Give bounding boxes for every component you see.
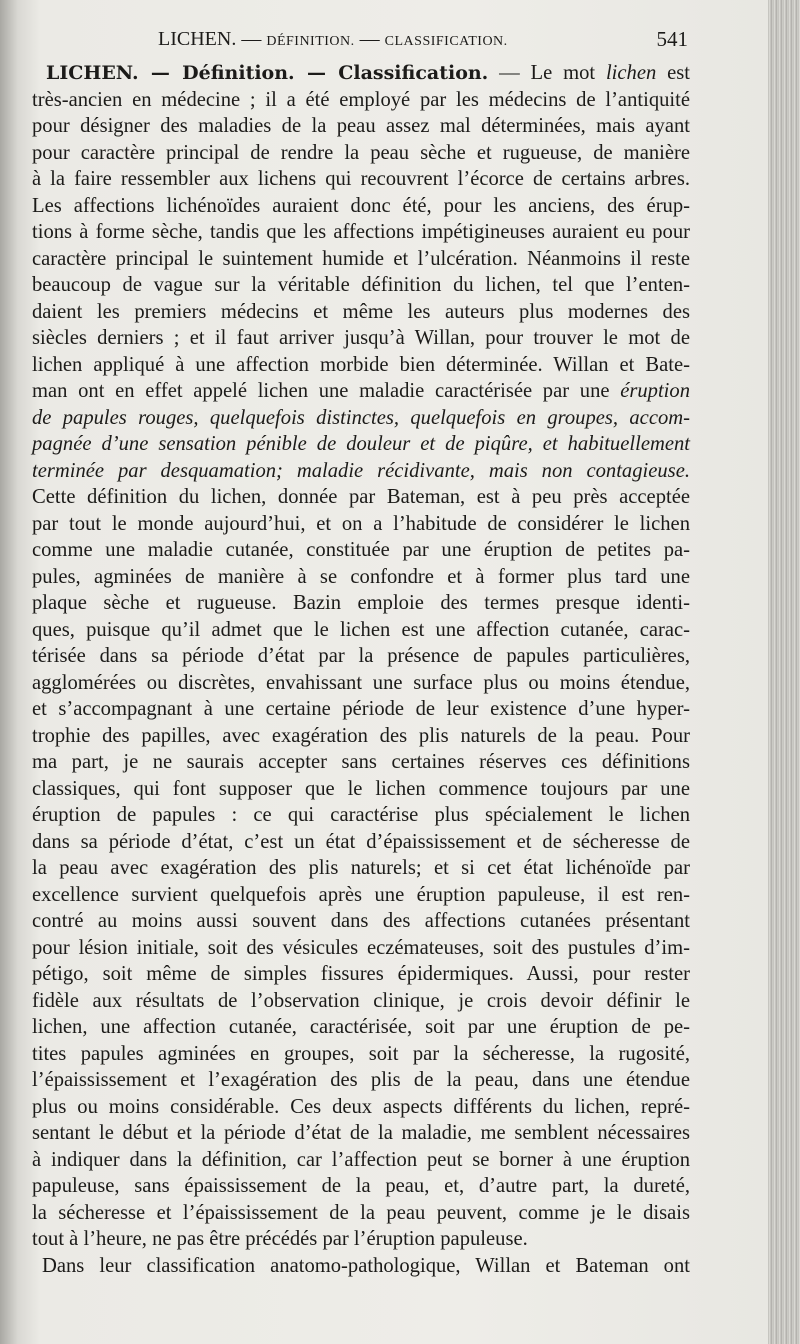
text-line [32,696,690,723]
text-segment: comme une maladie cutanée, constituée par une éruption de petites pa- [32,539,690,561]
italic-text: terminée par desquamation; maladie récidivante, mais non contagieuse. [32,459,690,482]
text-line [32,1147,690,1174]
text-line [32,1200,690,1227]
text-line [32,272,690,299]
section-heading: LICHEN. — Définition. — Classification. [46,62,489,84]
text-line [32,776,690,803]
text-line [32,988,690,1015]
page-number: 541 [656,27,688,51]
italic-text: de papules rouges, quelquefois distinctes, quelquefois en groupes, accom- [32,406,690,429]
text-segment: la sécheresse et l’épaississement de la peau peuvent, comme je le disais [32,1201,690,1224]
text-line [32,1226,690,1253]
text-line [32,431,690,458]
text-segment: Les affections lichénoïdes auraient donc été, pour les anciens, des érup- [32,194,690,217]
text-segment: plus ou moins considérable. Ces deux aspects différents du lichen, repré- [32,1095,690,1118]
text-line [32,1041,690,1068]
text-line [32,590,690,617]
running-header [158,24,688,54]
text-line [32,1014,690,1041]
text-line [32,87,690,114]
text-segment: est [656,62,690,84]
text-line [32,1094,690,1121]
running-title [158,24,508,57]
text-segment: à indiquer dans la définition, car l’affection peut se borner à une éruption [32,1148,690,1171]
text-segment: beaucoup de vague sur la véritable définition du lichen, tel que l’enten- [32,274,690,296]
text-segment: pules, agminées de manière à se confondre et à former plus tard une [32,565,690,588]
text-segment: Dans leur classification anatomo-pathologique, Willan et Bateman ont [42,1254,690,1277]
text-segment: classiques, qui font supposer que le lichen commence toujours par une [32,777,690,800]
text-segment: lichen appliqué à une affection morbide bien déterminée. Willan et Bate- [32,353,690,376]
text-segment: ma part, je ne saurais accepter sans certaines réserves ces définitions [32,751,690,773]
text-line [32,723,690,750]
text-line [32,511,690,538]
header-separator: — [354,28,385,50]
text-line [32,246,690,273]
italic-text: lichen [605,62,657,84]
text-segment: térisée dans sa période d’état par la présence de papules particulières, [32,645,690,667]
text-line [32,802,690,829]
italic-text: pagnée d’une sensation pénible de douleur et de piqûre, et habituellement [32,433,690,455]
text-line [32,299,690,326]
header-subtitle-classification: CLASSIFICATION. [384,34,508,49]
text-line [32,670,690,697]
text-segment: la peau avec exagération des plis naturels; et si cet état lichénoïde par [32,857,690,879]
text-segment: tions à forme sèche, tandis que les affections impétigineuses auraient eu pour [32,221,690,243]
header-title: LICHEN. [158,28,237,50]
text-segment: contré au moins aussi souvent dans des affections cutanées présentant [32,910,690,932]
text-segment: pour caractère principal de rendre la peau sèche et rugueuse, de manière [32,141,690,164]
text-line [32,166,690,193]
text-segment: lichen, une affection cutanée, caractérisée, soit par une éruption de pe- [32,1016,690,1038]
italic-text: éruption [620,380,690,402]
text-line [32,352,690,379]
text-line [32,1067,690,1094]
text-segment: pétigo, soit même de simples fissures épidermiques. Aussi, pour rester [32,963,690,985]
text-segment: et s’accompagnant à une certaine période de leur existence d’une hyper- [32,698,690,720]
text-line [32,749,690,776]
text-line [32,643,690,670]
text-segment: agglomérées ou discrètes, envahissant une surface plus ou moins étendue, [32,671,690,694]
text-line [32,961,690,988]
text-line [32,60,690,87]
text-line [32,855,690,882]
text-line [32,113,690,140]
text-line [32,405,690,432]
text-line [32,537,690,564]
body-text [32,60,690,1279]
text-segment: pour lésion initiale, soit des vésicules eczémateuses, soit des pustules d’im- [32,936,690,959]
text-line [32,193,690,220]
text-line [32,564,690,591]
text-segment: papuleuse, sans épaississement de la peau, et, d’autre part, la dureté, [32,1175,690,1197]
header-separator: — [236,28,267,50]
text-segment: ques, puisque qu’il admet que le lichen est une affection cutanée, carac- [32,618,690,641]
page-edge [768,0,800,1344]
text-line [32,378,690,405]
text-line [32,140,690,167]
text-segment: tites papules agminées en groupes, soit par la sécheresse, la rugosité, [32,1042,690,1065]
text-segment: excellence survient quelquefois après une éruption papuleuse, il est ren- [32,883,690,906]
text-line [32,908,690,935]
text-segment: Cette définition du lichen, donnée par Bateman, est à peu près acceptée [32,486,690,508]
text-segment: caractère principal le suintement humide et l’ulcération. Néanmoins il reste [32,247,690,270]
text-segment: siècles derniers ; et il faut arriver jusqu’à Willan, pour trouver le mot de [32,327,690,349]
text-segment: sentant le début et la période d’état de la maladie, me semblent nécessaires [32,1122,690,1144]
text-segment: très-ancien en médecine ; il a été employé par les médecins de l’antiquité [32,88,690,111]
text-line [32,882,690,909]
header-subtitle-definition: DÉFINITION. [266,34,355,49]
text-segment: l’épaississement et l’exagération des plis de la peau, dans une étendue [32,1069,690,1091]
text-segment: à la faire ressembler aux lichens qui recouvrent l’écorce de certains arbres. [32,168,690,190]
text-line [32,458,690,485]
text-segment: plaque sèche et rugueuse. Bazin emploie des termes presque identi- [32,592,690,614]
text-line [32,935,690,962]
text-segment: man ont en effet appelé lichen une maladie caractérisée par une [32,380,621,402]
text-segment: trophie des papilles, avec exagération des plis naturels de la peau. Pour [32,724,690,747]
text-line [32,325,690,352]
text-line [32,1253,690,1280]
text-line [32,1120,690,1147]
text-segment: daient les premiers médecins et même les auteurs plus modernes des [32,300,690,323]
text-segment: par tout le monde aujourd’hui, et on a l’habitude de considérer le lichen [32,512,690,535]
text-segment: fidèle aux résultats de l’observation clinique, je crois devoir définir le [32,989,690,1012]
text-line [32,617,690,644]
text-segment: dans sa période d’état, c’est un état d’épaississement et de sécheresse de [32,830,690,853]
text-segment: éruption de papules : ce qui caractérise plus spécialement le lichen [32,804,690,826]
text-line [32,829,690,856]
text-segment: pour désigner des maladies de la peau assez mal déterminées, mais ayant [32,115,690,137]
text-line [32,1173,690,1200]
text-line [32,484,690,511]
text-line [32,219,690,246]
text-segment: — Le mot [488,62,606,84]
text-segment: tout à l’heure, ne pas être précédés par l’éruption papuleuse. [32,1228,528,1250]
